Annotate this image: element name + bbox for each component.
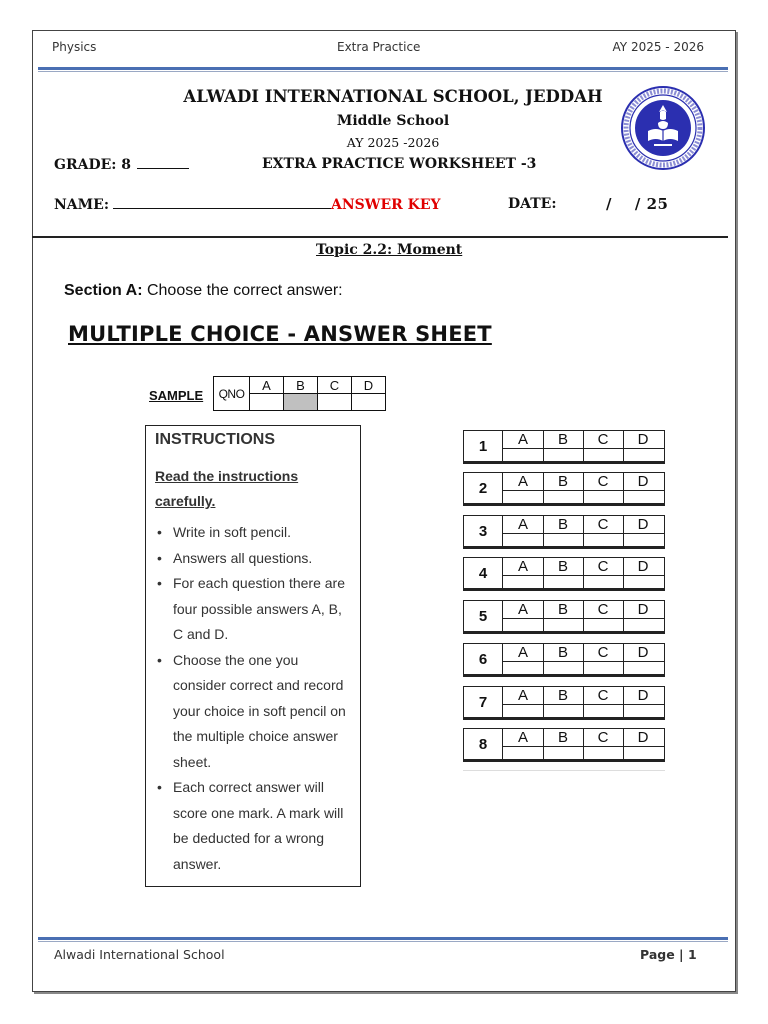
option-d[interactable]: D (637, 729, 649, 746)
instruction-item: • Choose the one you consider correct and record your choice in soft pencil on the multiple choice answer sheet. (155, 648, 355, 776)
option-a[interactable]: A (517, 516, 528, 533)
section-a-text: Choose the correct answer: (142, 282, 343, 299)
school-crest-icon (620, 85, 706, 171)
sample-bubble-c (318, 394, 352, 411)
header-doc-type: Extra Practice (337, 40, 421, 54)
column-divider (583, 431, 584, 462)
question-number: 2 (463, 472, 503, 506)
answer-key-label: ANSWER KEY (331, 197, 441, 213)
page-border (32, 30, 736, 992)
option-a[interactable]: A (517, 473, 528, 490)
option-d[interactable]: D (637, 516, 649, 533)
question-number: 1 (463, 430, 503, 464)
option-b[interactable]: B (557, 729, 568, 746)
option-b[interactable]: B (557, 601, 568, 618)
column-divider (623, 729, 624, 760)
column-divider (543, 473, 544, 504)
instruction-item: • Each correct answer will score one mark. A mark will be deducted for a wrong answer. (155, 775, 355, 877)
sample-option-d: D (352, 377, 386, 394)
answer-options[interactable] (503, 430, 665, 464)
footer-school-name: Alwadi International School (54, 947, 225, 962)
question-number: 4 (463, 557, 503, 591)
grade-blank-line (137, 156, 189, 169)
sample-bubble-b-shaded (284, 394, 318, 411)
option-b[interactable]: B (557, 516, 568, 533)
answer-options[interactable] (503, 686, 665, 720)
option-b[interactable]: B (557, 687, 568, 704)
column-divider (623, 558, 624, 589)
topic-heading: Topic 2.2: Moment (316, 242, 463, 258)
option-a[interactable]: A (517, 431, 528, 448)
option-c[interactable]: C (597, 516, 609, 533)
question-number: 6 (463, 643, 503, 677)
sample-option-c: C (318, 377, 352, 394)
header-rule (38, 67, 728, 70)
instruction-item: • Answers all questions. (155, 546, 355, 572)
section-a-label: Section A: (64, 282, 143, 299)
header-subject: Physics (52, 40, 97, 54)
instructions-read-note: Read the instructions carefully. (155, 468, 299, 509)
school-division: Middle School (336, 113, 450, 129)
option-d[interactable]: D (637, 473, 649, 490)
option-c[interactable]: C (597, 644, 609, 661)
option-a[interactable]: A (517, 558, 528, 575)
column-divider (583, 516, 584, 547)
option-c[interactable]: C (597, 473, 609, 490)
option-d[interactable]: D (637, 687, 649, 704)
column-divider (583, 473, 584, 504)
sample-option-b: B (284, 377, 318, 394)
answer-row[interactable] (463, 430, 665, 464)
option-a[interactable]: A (517, 687, 528, 704)
header-rule-thin (38, 71, 728, 72)
name-field (54, 196, 441, 213)
question-number: 5 (463, 600, 503, 634)
answer-row[interactable] (463, 600, 665, 634)
option-d[interactable]: D (637, 431, 649, 448)
option-b[interactable]: B (557, 431, 568, 448)
name-label: NAME: (54, 197, 109, 213)
column-divider (623, 473, 624, 504)
answer-sheet-title: MULTIPLE CHOICE - ANSWER SHEET (68, 322, 492, 346)
option-a[interactable]: A (517, 601, 528, 618)
option-d[interactable]: D (637, 644, 649, 661)
answer-options[interactable] (503, 643, 665, 677)
question-number: 7 (463, 686, 503, 720)
column-divider (543, 516, 544, 547)
answer-grid-footline (463, 770, 665, 771)
column-divider (543, 601, 544, 632)
sample-bubble-d (352, 394, 386, 411)
question-number: 3 (463, 515, 503, 549)
answer-row[interactable] (463, 686, 665, 720)
answer-row[interactable] (463, 728, 665, 762)
option-a[interactable]: A (517, 729, 528, 746)
header-academic-year: AY 2025 - 2026 (612, 40, 704, 54)
option-a[interactable]: A (517, 644, 528, 661)
answer-options[interactable] (503, 557, 665, 591)
column-divider (543, 687, 544, 718)
instructions-box (145, 425, 361, 887)
sample-qno: QNO (214, 377, 250, 411)
option-b[interactable]: B (557, 644, 568, 661)
column-divider (623, 431, 624, 462)
section-a-instruction (64, 282, 343, 300)
page-header (52, 40, 704, 58)
school-name: ALWADI INTERNATIONAL SCHOOL, JEDDAH (183, 87, 603, 106)
column-divider (543, 644, 544, 675)
sample-table (213, 376, 386, 411)
answer-row[interactable] (463, 515, 665, 549)
column-divider (543, 558, 544, 589)
column-divider (583, 644, 584, 675)
option-b[interactable]: B (557, 558, 568, 575)
column-divider (543, 729, 544, 760)
option-c[interactable]: C (597, 558, 609, 575)
answer-row[interactable] (463, 557, 665, 591)
column-divider (583, 687, 584, 718)
worksheet-title: EXTRA PRACTICE WORKSHEET -3 (262, 156, 537, 172)
answer-row[interactable] (463, 643, 665, 677)
column-divider (583, 729, 584, 760)
question-number: 8 (463, 728, 503, 762)
option-c[interactable]: C (597, 601, 609, 618)
instruction-item: • Write in soft pencil. (155, 520, 355, 546)
name-blank-line (113, 196, 331, 209)
answer-options[interactable] (503, 728, 665, 762)
column-divider (623, 516, 624, 547)
column-divider (623, 644, 624, 675)
answer-options[interactable] (503, 472, 665, 506)
grade-label: GRADE: 8 (54, 157, 132, 173)
date-label: DATE: (508, 196, 557, 212)
answer-options[interactable] (503, 600, 665, 634)
column-divider (583, 558, 584, 589)
instructions-list (155, 520, 355, 877)
instruction-item: • For each question there are four possible answers A, B, C and D. (155, 571, 355, 648)
footer-rule-thin (38, 941, 728, 942)
option-c[interactable]: C (597, 431, 609, 448)
option-d[interactable]: D (637, 558, 649, 575)
column-divider (543, 431, 544, 462)
instructions-title: INSTRUCTIONS (155, 431, 275, 448)
date-value: / / 25 (606, 195, 669, 213)
sample-label: SAMPLE (149, 388, 204, 403)
option-c[interactable]: C (597, 687, 609, 704)
column-divider (583, 601, 584, 632)
option-d[interactable]: D (637, 601, 649, 618)
option-b[interactable]: B (557, 473, 568, 490)
column-divider (623, 687, 624, 718)
sample-bubble-a (250, 394, 284, 411)
answer-options[interactable] (503, 515, 665, 549)
answer-row[interactable] (463, 472, 665, 506)
sample-option-a: A (250, 377, 284, 394)
footer-page-number: Page | 1 (640, 947, 697, 962)
divider-rule (32, 236, 728, 238)
option-c[interactable]: C (597, 729, 609, 746)
school-academic-year: AY 2025 -2026 (346, 135, 440, 150)
footer-rule (38, 937, 728, 940)
column-divider (623, 601, 624, 632)
grade-field (54, 156, 189, 173)
